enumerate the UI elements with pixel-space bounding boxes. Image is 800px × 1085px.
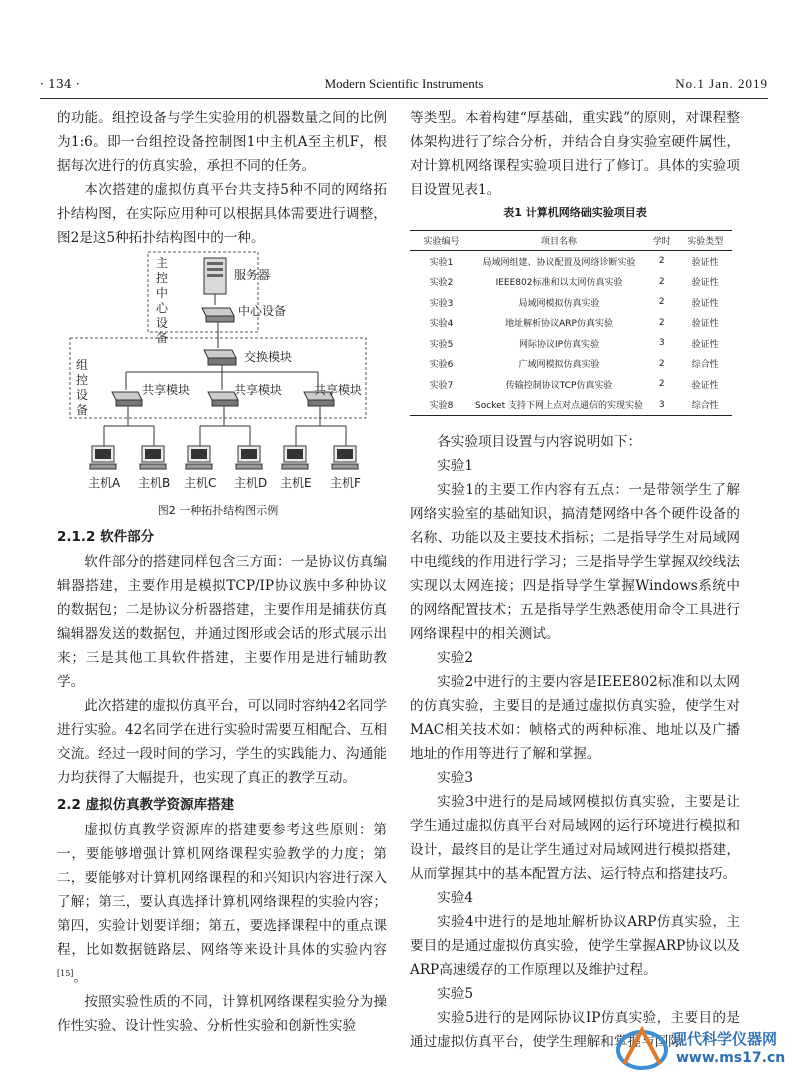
cell: 局域网模拟仿真实验: [518, 298, 600, 309]
cell: 综合性: [679, 395, 732, 416]
cell: 实验4: [429, 319, 454, 330]
cell: 综合性: [691, 360, 719, 371]
cell: 局域网组建、协议配置及网络诊断实验: [482, 257, 636, 268]
cell: 2: [658, 297, 665, 308]
cell: 验证性: [691, 380, 719, 391]
computer-icon: [90, 446, 116, 469]
share-module-icon: [112, 392, 142, 406]
center-label: 主控中心设备: [156, 256, 169, 345]
cell: 网际协议IP仿真实验: [518, 339, 600, 350]
paragraph: 软件部分的搭建同样包含三方面：一是协议仿真编辑器搭建，主要作用是模拟TCP/IP协议族中多种协议的数据包；二是协议分析器搭建，主要作用是捕获仿真编辑器发送的数据包，并通过图形或会话的形式展示出来；三是其他工具软件搭建，主要作用是进行辅助教学。: [57, 554, 387, 690]
host-label: 主机D: [234, 476, 268, 490]
group-label: 组控设备: [76, 358, 89, 417]
cell: 实验2: [429, 278, 454, 289]
subheading: 实验1: [437, 458, 474, 474]
table-header: 实验类型: [679, 231, 732, 251]
paragraph: 的功能。组控设备与学生实验用的机器数量之间的比例为1:6。即一台组控设备控制图1中主机A至主机F，根据每次进行的仿真实验，承担不同的任务。: [57, 110, 387, 174]
cell: 验证性: [691, 257, 719, 268]
share-label: 共享模块: [234, 383, 283, 397]
cell: 验证性: [691, 339, 719, 350]
cell: 实验6: [429, 360, 454, 371]
paragraph: 各实验项目设置与内容说明如下：: [437, 434, 642, 450]
cell: IEEE802标准和以太网仿真实验: [495, 278, 623, 289]
share-label: 共享模块: [142, 383, 191, 397]
table-header: 项目名称: [473, 231, 645, 251]
paragraph: 实验1的主要工作内容有五点：一是带领学生了解网络实验室的基础知识，搞清楚网络中各个硬件设备的名称、功能以及主要技术指标；二是指导学生对局域网中电缆线的作用进行学习；三是指导学生掌握双绞线法实现以太网连接；四是指导学生掌握Windows系统中的网络配置技术；五是指导学生熟悉使用命令工具进行网络课程中的相关测试。: [410, 482, 740, 642]
table-row: [410, 251, 732, 272]
cell: 广域网模拟仿真实验: [518, 360, 600, 371]
computer-icon: [186, 446, 212, 469]
computer-icon: [236, 446, 262, 469]
table-row: [410, 354, 732, 375]
cell: 2: [658, 317, 665, 328]
page-number: · 134 ·: [40, 76, 80, 91]
paragraph: 本次搭建的虚拟仿真平台共支持5种不同的网络拓扑结构图，在实际应用种可以根据具体需要进行调整，图2是这5种拓扑结构图中的一种。: [57, 182, 387, 246]
cell: 验证性: [691, 278, 719, 289]
watermark-name: 现代科学仪器网: [672, 1030, 778, 1048]
cell: 2: [658, 276, 665, 287]
topology-diagram: [68, 250, 368, 495]
paragraph: 实验3中进行的是局域网模拟仿真实验，主要是让学生通过虚拟仿真平台对局域网的运行环境进行模拟和设计，最终目的是让学生通过对局域网进行模拟搭建，从而掌握其中的基本配置方法、运行特点和搭建技巧。: [410, 794, 740, 882]
cell: 2: [658, 256, 665, 267]
paragraph: 实验2中进行的主要内容是IEEE802标准和以太网的仿真实验，主要目的是通过虚拟仿真实验，使学生对MAC相关技术如：帧格式的两种标准、地址以及广播地址的作用等进行了解和掌握。: [410, 674, 740, 762]
left-column-bottom: [57, 524, 387, 1038]
logo-icon: [614, 1022, 670, 1072]
section-heading: 2.2 虚拟仿真教学资源库搭建: [57, 797, 235, 813]
cell: 实验7: [429, 380, 454, 391]
center-device-label: 中心设备: [238, 304, 287, 318]
watermark-url: www.ms17.cn: [676, 1050, 786, 1066]
right-column-bottom: [410, 430, 740, 1054]
cell: 传输控制协议TCP仿真实验: [505, 380, 613, 391]
host-label: 主机B: [138, 476, 171, 490]
switch-label: 交换模块: [244, 350, 293, 364]
section-heading: 2.1.2 软件部分: [57, 529, 155, 545]
journal-title: Modern Scientific Instruments: [324, 76, 484, 91]
paragraph: 按照实验性质的不同，计算机网络课程实验分为操作性实验、设计性实验、分析性实验和创新性实验: [57, 993, 387, 1034]
switch-icon: [204, 350, 236, 365]
cell: 2: [658, 379, 665, 390]
cell: 实验1: [429, 257, 454, 268]
cell: 验证性: [691, 298, 719, 309]
paragraph-text: 虚拟仿真教学资源库的搭建要参考这些原则：第一，要能够增强计算机网络课程实验教学的力度；第二，要能够对计算机网络课程的和兴知识内容进行深入了解；第三，要认真选择计算机网络课程的实验内容；第四，实验计划要详细；第五，要选择课程中的重点课程，比如数据链路层、网络等来设计具体的实验内容: [57, 822, 387, 958]
subheading: 实验3: [437, 770, 474, 786]
cell: 实验5: [429, 339, 454, 350]
experiment-table: [410, 230, 732, 416]
table-row: [410, 374, 732, 395]
paragraph: 此次搭建的虚拟仿真平台，可以同时容纳42名同学进行实验。42名同学在进行实验时需要互相配合、互相交流。经过一段时间的学习，学生的实践能力、沟通能力均获得了大幅提升，也实现了真正的教学互动。: [57, 698, 387, 786]
cell: Socket 支持下网上点对点通信的实现实验: [473, 395, 645, 416]
cell: 3: [645, 395, 679, 416]
cell: 3: [658, 338, 665, 349]
paragraph: 等类型。本着构建“厚基础，重实践”的原则，对课程整体架构进行了综合分析，并结合自身实验室硬件属性，对计算机网络课程实验项目进行了修订。具体的实验项目设置见表1。: [410, 110, 740, 198]
figure-2: [68, 250, 368, 510]
server-icon: [204, 258, 226, 294]
computer-icon: [332, 446, 358, 469]
issue-date: No.1 Jan. 2019: [675, 76, 768, 91]
running-header: [40, 76, 768, 96]
table-header-row: [410, 231, 732, 251]
table-title: 表1 计算机网络础实验项目表: [503, 206, 647, 219]
cell: 地址解析协议ARP仿真实验: [505, 319, 613, 330]
paragraph: 实验5进行的是网际协议IP仿真实验，主要目的是通过虚拟仿真平台，使学生理解和掌握与国际: [410, 1010, 740, 1050]
host-label: 主机A: [88, 476, 121, 490]
paragraph-end: 。: [73, 969, 88, 986]
header-rule: [40, 98, 768, 99]
cell: 实验8: [410, 395, 473, 416]
center-device-icon: [202, 308, 234, 322]
left-column-top: [57, 106, 387, 250]
table-header: 实验编号: [410, 231, 473, 251]
computer-icon: [282, 446, 308, 469]
computer-icon: [140, 446, 166, 469]
citation: [15]: [57, 969, 74, 978]
cell: 实验3: [429, 298, 454, 309]
table-row: [410, 313, 732, 334]
table-header: 学时: [645, 231, 679, 251]
site-watermark: [610, 1022, 790, 1074]
table-row: [410, 333, 732, 354]
host-label: 主机F: [330, 476, 361, 490]
cell: 验证性: [691, 319, 719, 330]
cell: 2: [658, 358, 665, 369]
paragraph: 实验4中进行的是地址解析协议ARP仿真实验，主要目的是通过虚拟仿真实验，使学生掌握ARP协议以及ARP高速缓存的工作原理以及维护过程。: [410, 914, 740, 978]
share-label: 共享模块: [314, 383, 363, 397]
host-label: 主机C: [184, 476, 217, 490]
subheading: 实验5: [437, 986, 474, 1002]
subheading: 实验2: [437, 650, 474, 666]
table-row: [410, 395, 732, 416]
right-column-top: [410, 106, 740, 202]
host-label: 主机E: [280, 476, 312, 490]
server-label: 服务器: [234, 268, 271, 282]
table-row: [410, 292, 732, 313]
figure-caption: 图2 一种拓扑结构图示例: [157, 504, 279, 517]
paragraph: [57, 818, 387, 990]
subheading: 实验4: [437, 890, 474, 906]
table-row: [410, 272, 732, 293]
